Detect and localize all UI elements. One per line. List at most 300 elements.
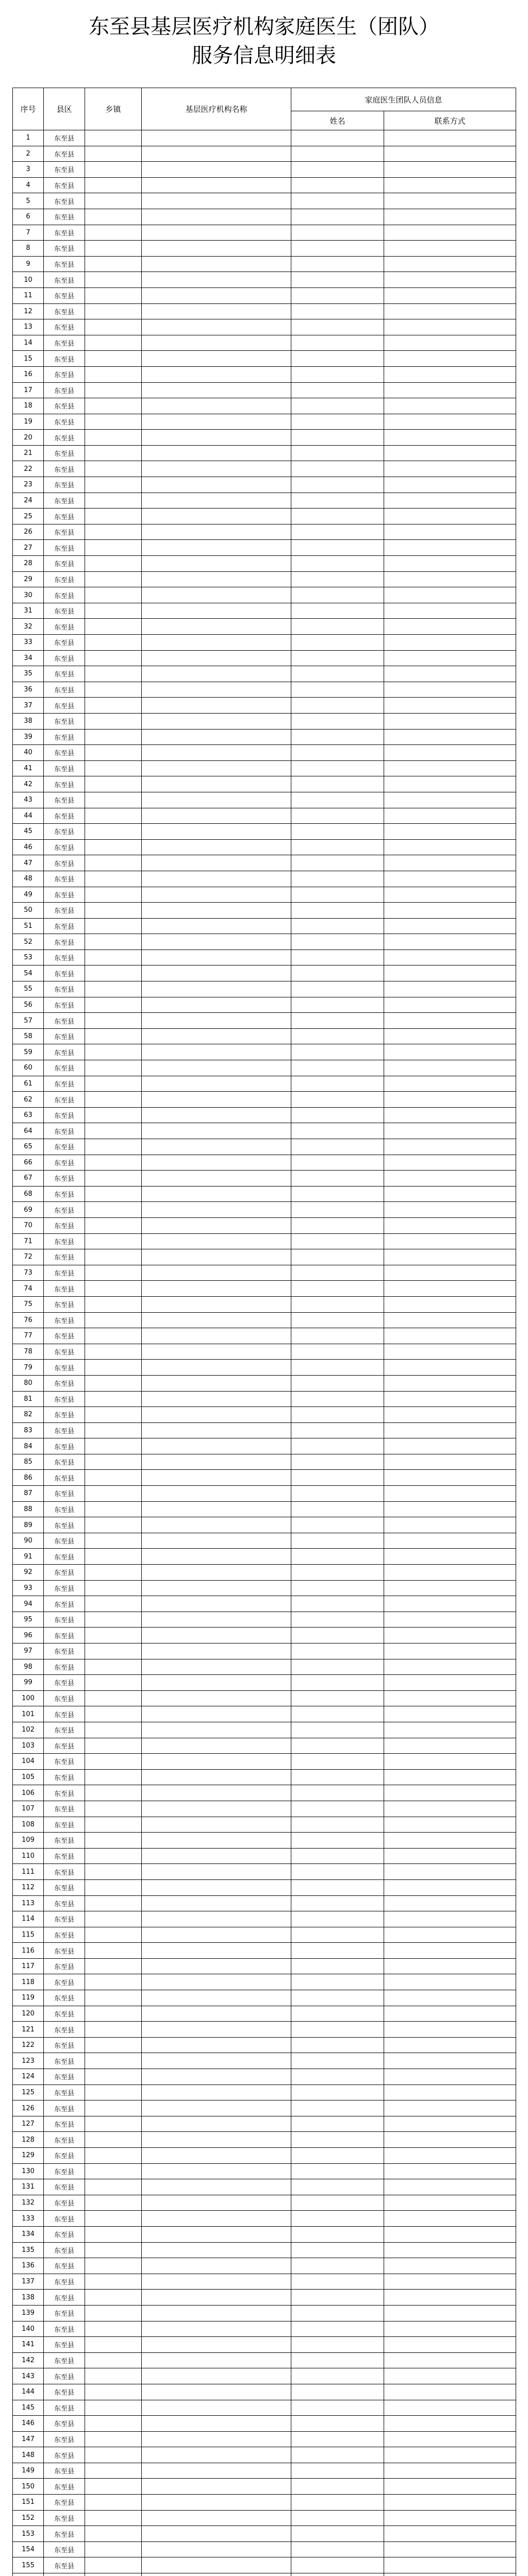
cell-name	[291, 2290, 384, 2306]
cell-no: 151	[13, 2495, 44, 2511]
cell-name	[291, 2116, 384, 2132]
cell-town	[85, 540, 142, 556]
cell-no: 47	[13, 855, 44, 871]
table-row	[13, 1328, 516, 1344]
table-row	[13, 1360, 516, 1376]
cell-county: 东至县	[44, 1123, 85, 1139]
cell-contact	[384, 1927, 516, 1943]
cell-name	[291, 1438, 384, 1454]
cell-contact	[384, 319, 516, 335]
cell-no: 143	[13, 2368, 44, 2384]
table-row	[13, 1738, 516, 1754]
cell-town	[85, 445, 142, 461]
cell-name	[291, 1801, 384, 1817]
cell-town	[85, 2337, 142, 2353]
cell-no: 8	[13, 241, 44, 257]
cell-county: 东至县	[44, 1817, 85, 1833]
table-row	[13, 824, 516, 840]
cell-name	[291, 1375, 384, 1391]
cell-name	[291, 666, 384, 682]
cell-no: 90	[13, 1533, 44, 1549]
cell-name	[291, 1943, 384, 1959]
cell-name	[291, 2352, 384, 2368]
cell-no: 68	[13, 1186, 44, 1202]
cell-county: 东至县	[44, 2495, 85, 2511]
cell-contact	[384, 1107, 516, 1123]
cell-contact	[384, 461, 516, 477]
cell-institution	[142, 1375, 291, 1391]
cell-no: 103	[13, 1738, 44, 1754]
cell-contact	[384, 2352, 516, 2368]
cell-town	[85, 2116, 142, 2132]
cell-no: 30	[13, 587, 44, 603]
table-row	[13, 1549, 516, 1565]
cell-name	[291, 241, 384, 257]
cell-name	[291, 903, 384, 919]
cell-no: 122	[13, 2037, 44, 2053]
cell-institution	[142, 1643, 291, 1659]
cell-county: 东至县	[44, 698, 85, 714]
cell-institution	[142, 540, 291, 556]
cell-name	[291, 2479, 384, 2495]
table-row	[13, 903, 516, 919]
cell-town	[85, 2258, 142, 2274]
cell-town	[85, 1517, 142, 1533]
table-row	[13, 1785, 516, 1801]
cell-contact	[384, 1265, 516, 1281]
cell-town	[85, 1706, 142, 1722]
cell-institution	[142, 1438, 291, 1454]
cell-name	[291, 729, 384, 745]
cell-institution	[142, 2116, 291, 2132]
cell-name	[291, 1675, 384, 1691]
cell-contact	[384, 2479, 516, 2495]
cell-institution	[142, 1864, 291, 1880]
cell-county: 东至县	[44, 729, 85, 745]
cell-contact	[384, 2290, 516, 2306]
cell-contact	[384, 1296, 516, 1312]
table-row	[13, 2132, 516, 2148]
cell-town	[85, 965, 142, 981]
cell-name	[291, 1486, 384, 1502]
table-row	[13, 650, 516, 666]
cell-county: 东至县	[44, 950, 85, 965]
cell-no: 54	[13, 965, 44, 981]
cell-contact	[384, 635, 516, 651]
cell-county: 东至县	[44, 2352, 85, 2368]
cell-town	[85, 713, 142, 729]
cell-contact	[384, 1833, 516, 1849]
cell-county: 东至县	[44, 965, 85, 981]
table-row	[13, 1659, 516, 1675]
cell-town	[85, 287, 142, 303]
cell-county: 东至县	[44, 524, 85, 540]
header-no: 序号	[13, 88, 44, 130]
cell-town	[85, 1738, 142, 1754]
table-row	[13, 1706, 516, 1722]
cell-county: 东至县	[44, 1470, 85, 1486]
cell-institution	[142, 1107, 291, 1123]
cell-institution	[142, 2100, 291, 2116]
cell-institution	[142, 698, 291, 714]
cell-county: 东至县	[44, 619, 85, 635]
cell-county: 东至县	[44, 1155, 85, 1171]
cell-contact	[384, 1990, 516, 2006]
cell-county: 东至县	[44, 1675, 85, 1691]
cell-contact	[384, 839, 516, 855]
cell-institution	[142, 351, 291, 367]
cell-no: 126	[13, 2100, 44, 2116]
cell-contact	[384, 509, 516, 524]
table-row	[13, 1375, 516, 1391]
cell-no: 11	[13, 287, 44, 303]
cell-institution	[142, 2258, 291, 2274]
cell-name	[291, 1186, 384, 1202]
cell-contact	[384, 2226, 516, 2242]
cell-town	[85, 2431, 142, 2447]
cell-institution	[142, 760, 291, 776]
cell-institution	[142, 1517, 291, 1533]
cell-contact	[384, 666, 516, 682]
cell-town	[85, 1391, 142, 1407]
cell-no: 121	[13, 2022, 44, 2038]
cell-institution	[142, 414, 291, 430]
cell-name	[291, 1328, 384, 1344]
cell-county: 东至县	[44, 2526, 85, 2542]
cell-no: 111	[13, 1864, 44, 1880]
cell-contact	[384, 2179, 516, 2195]
table-row	[13, 1217, 516, 1233]
cell-no: 153	[13, 2526, 44, 2542]
cell-name	[291, 1391, 384, 1407]
cell-town	[85, 509, 142, 524]
cell-name	[291, 1454, 384, 1470]
cell-institution	[142, 2084, 291, 2100]
cell-town	[85, 587, 142, 603]
cell-institution	[142, 745, 291, 761]
table-row	[13, 2211, 516, 2227]
cell-institution	[142, 1628, 291, 1643]
cell-contact	[384, 1864, 516, 1880]
table-row	[13, 997, 516, 1013]
cell-name	[291, 997, 384, 1013]
cell-town	[85, 1281, 142, 1297]
cell-no: 79	[13, 1360, 44, 1376]
table-row	[13, 2541, 516, 2557]
cell-town	[85, 2526, 142, 2542]
table-row	[13, 1927, 516, 1943]
cell-contact	[384, 1958, 516, 1974]
cell-no: 124	[13, 2069, 44, 2085]
cell-county: 东至县	[44, 1848, 85, 1864]
cell-county: 东至县	[44, 1864, 85, 1880]
cell-name	[291, 1107, 384, 1123]
cell-institution	[142, 2148, 291, 2164]
cell-county: 东至县	[44, 1895, 85, 1911]
cell-county: 东至县	[44, 2069, 85, 2085]
cell-town	[85, 1438, 142, 1454]
cell-no: 98	[13, 1659, 44, 1675]
cell-no: 65	[13, 1139, 44, 1155]
cell-contact	[384, 1533, 516, 1549]
cell-contact	[384, 1375, 516, 1391]
table-row	[13, 1974, 516, 1990]
cell-no: 61	[13, 1076, 44, 1092]
table-row	[13, 1076, 516, 1092]
cell-no: 127	[13, 2116, 44, 2132]
cell-name	[291, 635, 384, 651]
cell-county: 东至县	[44, 1690, 85, 1706]
cell-name	[291, 682, 384, 698]
cell-county: 东至县	[44, 2431, 85, 2447]
cell-town	[85, 1375, 142, 1391]
cell-name	[291, 2510, 384, 2526]
cell-no: 36	[13, 682, 44, 698]
cell-county: 东至县	[44, 351, 85, 367]
cell-no: 43	[13, 792, 44, 808]
cell-name	[291, 2573, 384, 2576]
cell-name	[291, 1722, 384, 1738]
cell-institution	[142, 1328, 291, 1344]
cell-no: 13	[13, 319, 44, 335]
cell-town	[85, 808, 142, 824]
table-row	[13, 1943, 516, 1959]
cell-town	[85, 2069, 142, 2085]
cell-institution	[142, 177, 291, 193]
cell-contact	[384, 2006, 516, 2022]
cell-no: 23	[13, 477, 44, 493]
cell-town	[85, 382, 142, 398]
cell-name	[291, 1296, 384, 1312]
cell-institution	[142, 1580, 291, 1596]
cell-county: 东至县	[44, 382, 85, 398]
cell-institution	[142, 2495, 291, 2511]
cell-contact	[384, 1360, 516, 1376]
table-row	[13, 603, 516, 619]
cell-no: 140	[13, 2321, 44, 2337]
cell-institution	[142, 2557, 291, 2573]
table-row	[13, 2400, 516, 2416]
table-row	[13, 1848, 516, 1864]
table-row	[13, 855, 516, 871]
cell-county: 东至县	[44, 903, 85, 919]
cell-no: 81	[13, 1391, 44, 1407]
cell-name	[291, 934, 384, 950]
cell-name	[291, 2557, 384, 2573]
table-row	[13, 1186, 516, 1202]
cell-name	[291, 2368, 384, 2384]
table-row	[13, 193, 516, 209]
cell-contact	[384, 287, 516, 303]
cell-no: 10	[13, 272, 44, 288]
cell-no: 128	[13, 2132, 44, 2148]
cell-county: 东至县	[44, 2258, 85, 2274]
table-row	[13, 2463, 516, 2479]
cell-no: 14	[13, 335, 44, 351]
cell-county: 东至县	[44, 839, 85, 855]
title-line-1: 东至县基层医疗机构家庭医生（团队）	[89, 15, 439, 39]
table-row	[13, 319, 516, 335]
table-row	[13, 225, 516, 241]
cell-contact	[384, 2463, 516, 2479]
cell-name	[291, 1028, 384, 1044]
cell-county: 东至县	[44, 1171, 85, 1187]
cell-name	[291, 1974, 384, 1990]
cell-name	[291, 1958, 384, 1974]
cell-institution	[142, 666, 291, 682]
cell-no: 38	[13, 713, 44, 729]
cell-town	[85, 571, 142, 587]
cell-no: 95	[13, 1612, 44, 1628]
cell-contact	[384, 1328, 516, 1344]
cell-institution	[142, 713, 291, 729]
cell-no: 139	[13, 2305, 44, 2321]
table-row	[13, 666, 516, 682]
cell-contact	[384, 1738, 516, 1754]
cell-county: 东至县	[44, 1879, 85, 1895]
cell-contact	[384, 146, 516, 162]
cell-county: 东至县	[44, 1375, 85, 1391]
cell-institution	[142, 1848, 291, 1864]
cell-town	[85, 1265, 142, 1281]
cell-name	[291, 1470, 384, 1486]
cell-name	[291, 272, 384, 288]
cell-town	[85, 1612, 142, 1628]
cell-town	[85, 824, 142, 840]
cell-no: 19	[13, 414, 44, 430]
table-row	[13, 745, 516, 761]
cell-contact	[384, 1754, 516, 1770]
cell-contact	[384, 1249, 516, 1265]
cell-town	[85, 918, 142, 934]
cell-contact	[384, 2447, 516, 2463]
cell-name	[291, 1769, 384, 1785]
cell-town	[85, 193, 142, 209]
cell-institution	[142, 445, 291, 461]
cell-institution	[142, 366, 291, 382]
cell-town	[85, 1107, 142, 1123]
cell-town	[85, 2384, 142, 2400]
cell-town	[85, 619, 142, 635]
cell-institution	[142, 1139, 291, 1155]
cell-contact	[384, 1848, 516, 1864]
cell-town	[85, 698, 142, 714]
table-row	[13, 430, 516, 446]
cell-town	[85, 2290, 142, 2306]
cell-town	[85, 430, 142, 446]
table-row	[13, 540, 516, 556]
cell-contact	[384, 824, 516, 840]
cell-contact	[384, 1217, 516, 1233]
cell-no: 24	[13, 493, 44, 509]
table-row	[13, 1486, 516, 1502]
cell-town	[85, 2226, 142, 2242]
cell-county: 东至县	[44, 808, 85, 824]
cell-county: 东至县	[44, 177, 85, 193]
cell-no: 142	[13, 2352, 44, 2368]
cell-institution	[142, 1281, 291, 1297]
cell-contact	[384, 130, 516, 146]
cell-county: 东至县	[44, 855, 85, 871]
cell-name	[291, 540, 384, 556]
cell-town	[85, 1833, 142, 1849]
cell-institution	[142, 918, 291, 934]
cell-no: 69	[13, 1202, 44, 1218]
cell-name	[291, 256, 384, 272]
cell-contact	[384, 2132, 516, 2148]
cell-town	[85, 2541, 142, 2557]
cell-contact	[384, 997, 516, 1013]
cell-institution	[142, 1171, 291, 1187]
table-row	[13, 682, 516, 698]
cell-town	[85, 1060, 142, 1076]
table-row	[13, 1580, 516, 1596]
cell-no: 114	[13, 1911, 44, 1927]
cell-institution	[142, 1501, 291, 1517]
cell-town	[85, 2495, 142, 2511]
cell-town	[85, 2447, 142, 2463]
cell-institution	[142, 1549, 291, 1565]
cell-town	[85, 2163, 142, 2179]
cell-town	[85, 2557, 142, 2573]
cell-contact	[384, 366, 516, 382]
cell-county: 东至县	[44, 1013, 85, 1029]
table-row	[13, 698, 516, 714]
family-doctor-table	[12, 88, 516, 2576]
cell-no: 27	[13, 540, 44, 556]
cell-name	[291, 587, 384, 603]
cell-county: 东至县	[44, 1202, 85, 1218]
cell-town	[85, 1422, 142, 1438]
cell-institution	[142, 1044, 291, 1060]
cell-name	[291, 382, 384, 398]
table-row	[13, 729, 516, 745]
cell-no: 42	[13, 776, 44, 792]
cell-institution	[142, 1312, 291, 1328]
table-row	[13, 2447, 516, 2463]
table-row	[13, 509, 516, 524]
cell-town	[85, 650, 142, 666]
cell-contact	[384, 351, 516, 367]
cell-no: 87	[13, 1486, 44, 1502]
cell-no	[13, 2573, 44, 2576]
cell-county: 东至县	[44, 1233, 85, 1249]
cell-county: 东至县	[44, 997, 85, 1013]
cell-county: 东至县	[44, 1927, 85, 1943]
cell-contact	[384, 698, 516, 714]
cell-no: 131	[13, 2179, 44, 2195]
table-row	[13, 1565, 516, 1581]
table-row	[13, 1879, 516, 1895]
cell-institution	[142, 303, 291, 319]
header-county: 县区	[44, 88, 85, 130]
cell-institution	[142, 2447, 291, 2463]
table-row	[13, 965, 516, 981]
table-row	[13, 1407, 516, 1423]
cell-no: 137	[13, 2274, 44, 2290]
table-row	[13, 1769, 516, 1785]
table-row	[13, 1344, 516, 1360]
cell-town	[85, 1864, 142, 1880]
cell-contact	[384, 1879, 516, 1895]
cell-town	[85, 745, 142, 761]
cell-town	[85, 1123, 142, 1139]
cell-name	[291, 303, 384, 319]
cell-institution	[142, 1565, 291, 1581]
cell-name	[291, 146, 384, 162]
cell-name	[291, 177, 384, 193]
cell-name	[291, 1233, 384, 1249]
